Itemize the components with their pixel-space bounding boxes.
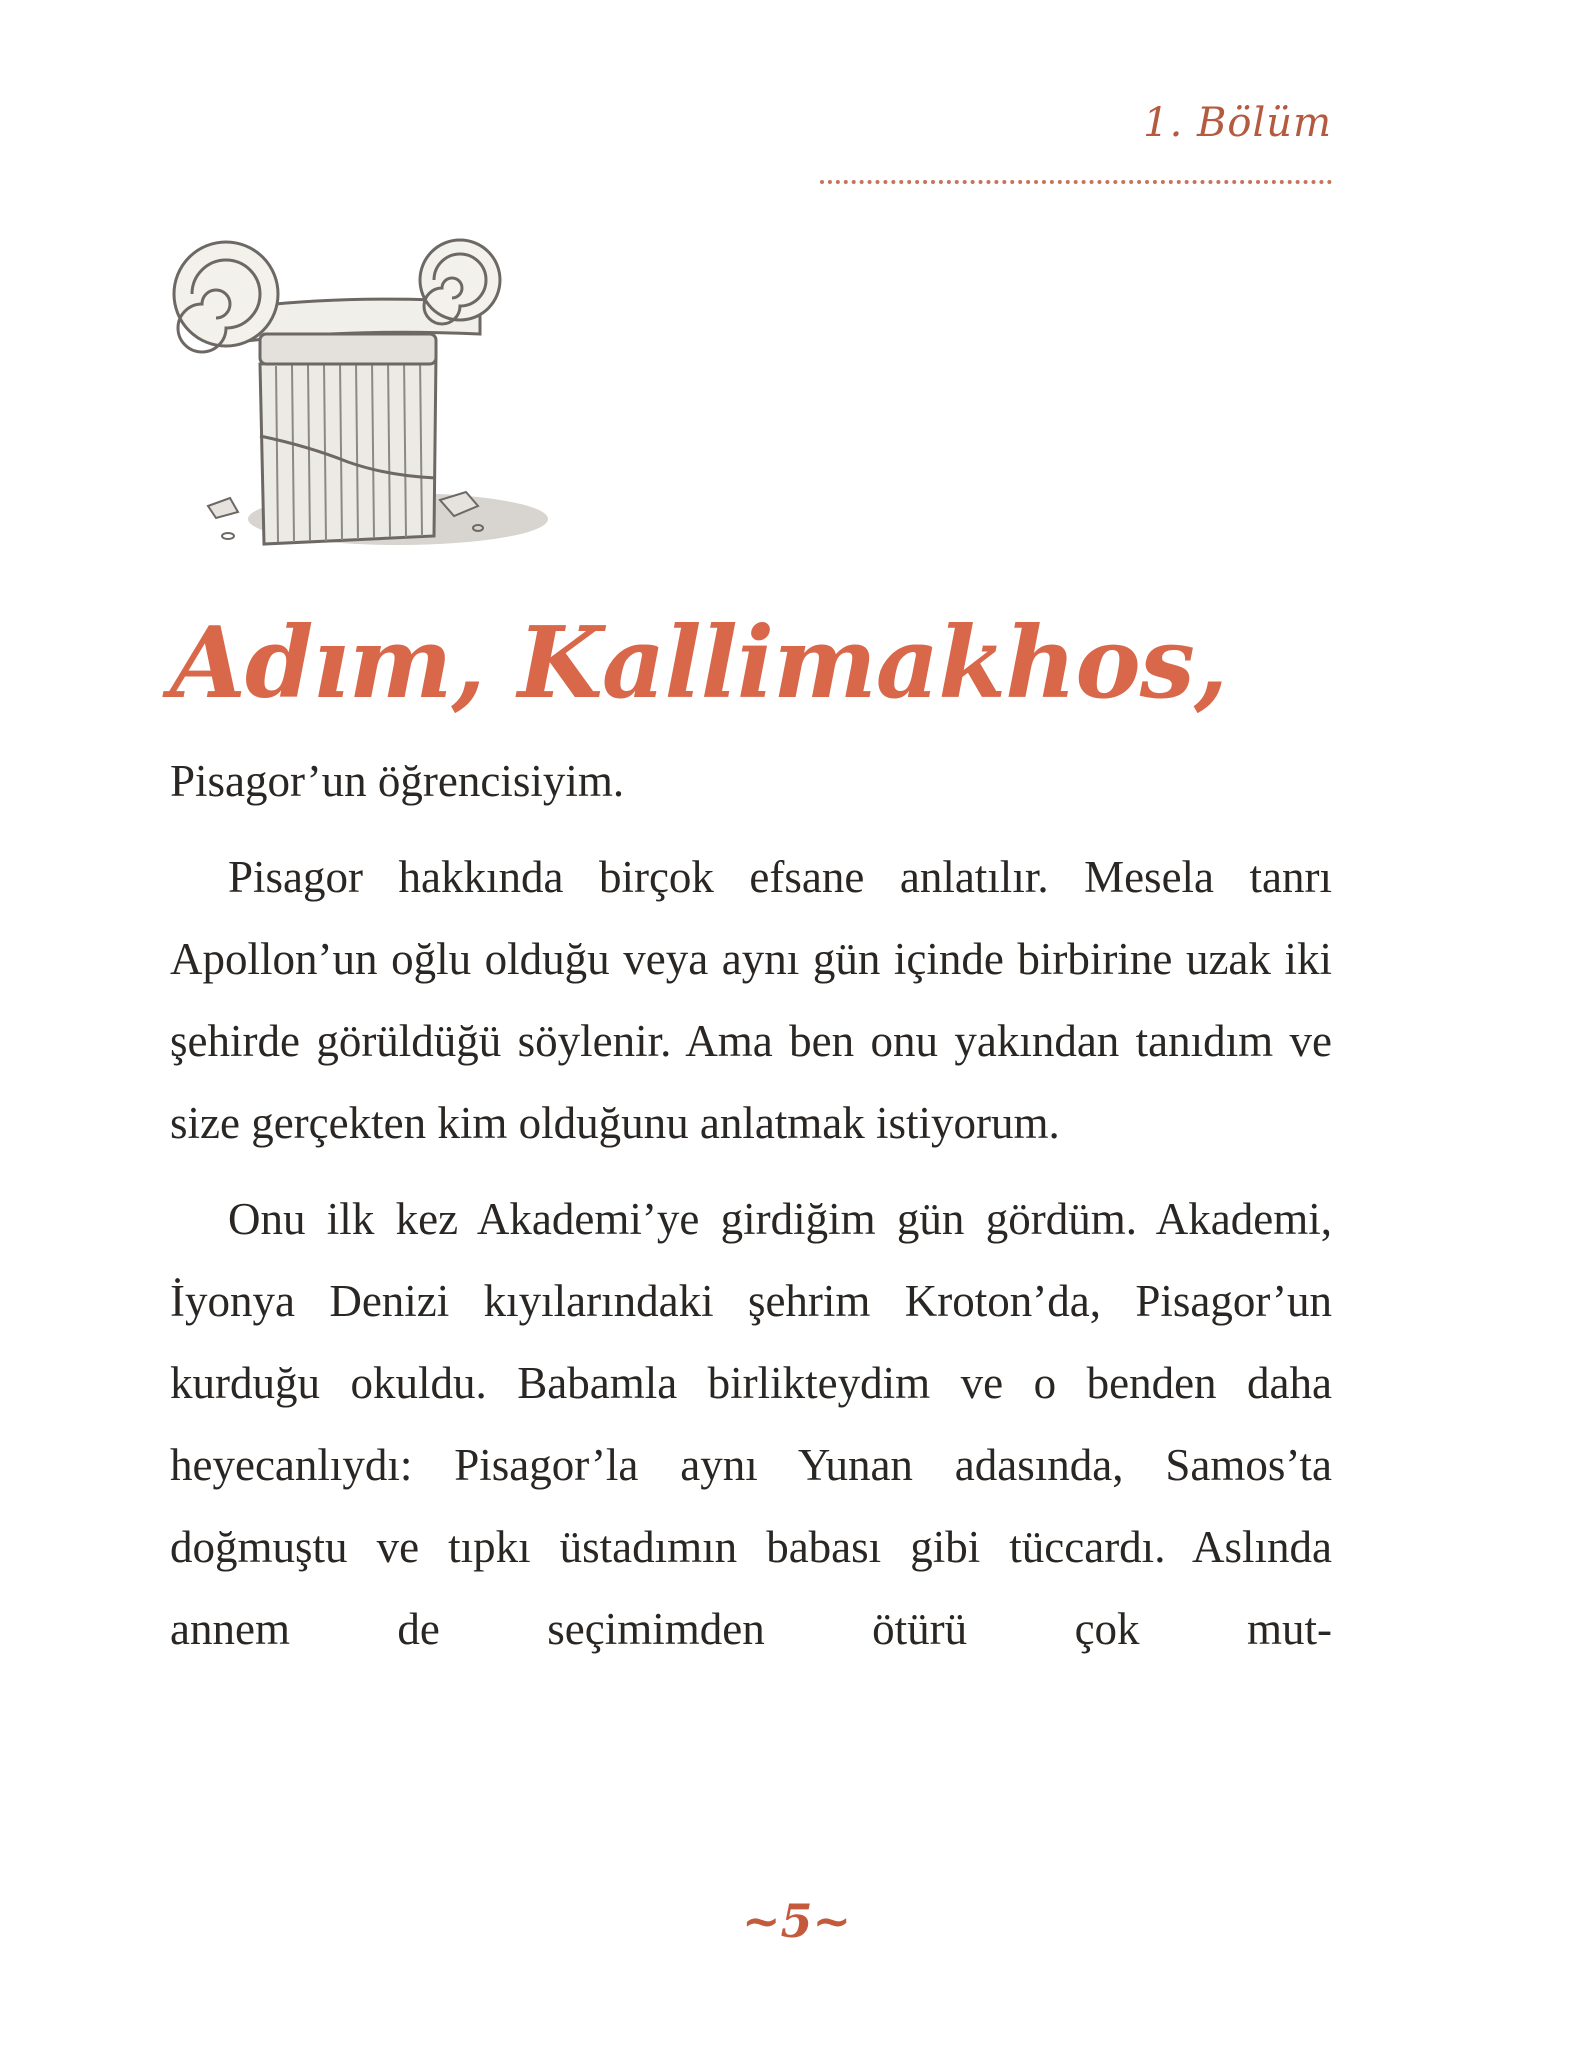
- paragraph-1: Pisagor’un öğrencisiyim.: [170, 756, 625, 806]
- page-number: ~5~: [741, 1894, 852, 1948]
- ionic-column-icon: [168, 236, 548, 566]
- chapter-divider: [820, 180, 1332, 184]
- chapter-heading: Adım, Kallimakhos,: [170, 606, 1228, 721]
- paragraph-3: Onu ilk kez Akademi’ye girdiğim gün gördüm. Akademi, İyonya Denizi kıyılarındaki şehrim Kroton’da, Pisagor’un kurduğu okuldu. Babamla birlikteydim ve o benden daha heyecanlıydı: Pisagor’la aynı Yunan adasında, Samos’ta doğmuştu ve tıpkı üstadımın babası gibi tüccardı. Aslında annem de seçimimden ötürü çok mut-: [170, 1194, 1332, 1654]
- paragraph-2: Pisagor hakkında birçok efsane anlatılır. Mesela tanrı Apollon’un oğlu olduğu veya aynı gün içinde birbirine uzak iki şehirde görüldüğü söylenir. Ama ben onu yakından tanıdım ve size gerçekten kim olduğunu anlatmak istiyorum.: [170, 852, 1332, 1148]
- chapter-label: 1. Bölüm: [1143, 100, 1332, 146]
- body-text: [170, 740, 1332, 1670]
